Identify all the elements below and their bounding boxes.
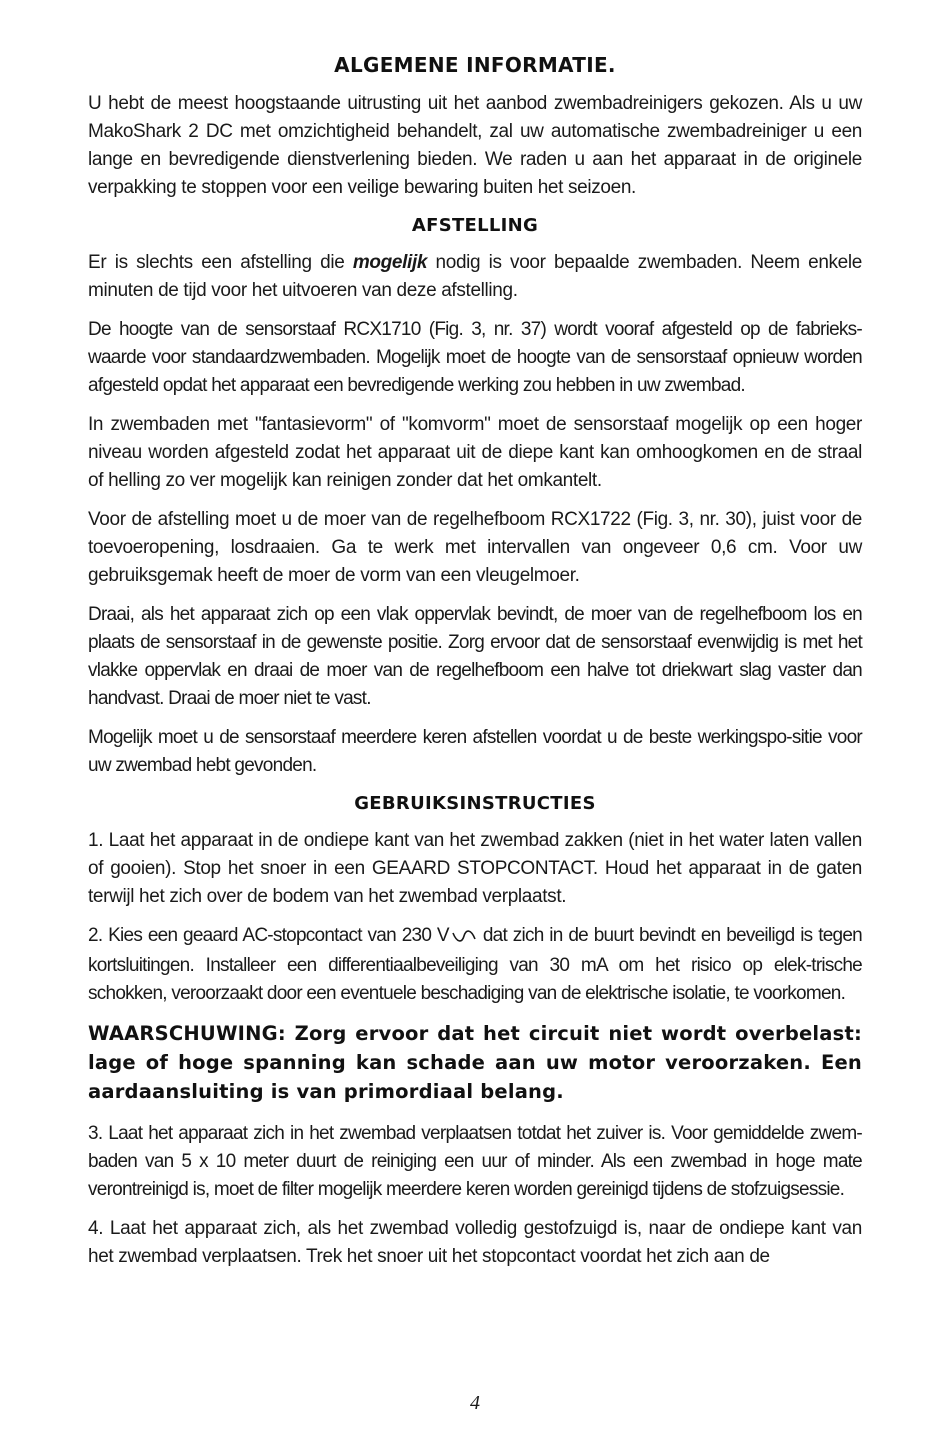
paragraph-usage-step-1: 1. Laat het apparaat in de ondiepe kant van het zwembad zakken (niet in het water laten vallen of gooien). Stop het snoer in een GEAARD STOPCONTACT. Houd het apparaat in de gaten terwijl het zich over de bodem van het zwembad verplaatst. [88,830,862,907]
heading-general-information: ALGEMENE INFORMATIE. [334,53,616,77]
adjustment-intro-text-end: nodig is voor bepaalde zwembaden. Neem enkele minuten de tijd voor het uitvoeren van deze afstelling. [88,252,862,301]
paragraph-usage-step-2 [88,922,862,1008]
paragraph-adjustment-intro [88,249,862,305]
paragraph-usage-step-4: 4. Laat het apparaat zich, als het zwembad volledig gestofzuigd is, naar de ondiepe kant van het zwembad verplaatsen. Trek het snoer uit het stopcontact voordat het zich aan de [88,1218,862,1267]
heading-adjustment: AFSTELLING [411,215,539,236]
paragraph-flat-surface: Draai, als het apparaat zich op een vlak oppervlak bevindt, de moer van de regelhefboom los en plaats de sensorstaaf in de gewenste positie. Zorg ervoor dat de sensorstaaf evenwijdig is met het vlakke oppervlak en draai de moer van de regelhefboom een halve tot driekwart slag vaster dan handvast. Draai de moer niet te vast. [88,604,862,709]
adjustment-intro-text-start: Er is slechts een afstelling die [88,252,353,273]
alternating-current-icon [451,924,477,952]
paragraph-sensor-height: De hoogte van de sensorstaaf RCX1710 (Fig. 3, nr. 37) wordt vooraf afgesteld op de fabrieks-waarde voor standaardzwembaden. Mogelijk moet de hoogte van de sensorstaaf opnieuw worden afgesteld opdat het apparaat een bevredigende werking zou hebben in uw zwembad. [88,319,862,396]
page-number: 4 [470,1392,480,1414]
adjustment-intro-emphasis: mogelijk [352,252,428,273]
warning-notice: WAARSCHUWING: Zorg ervoor dat het circuit niet wordt overbelast: lage of hoge spanning kan schade aan uw motor veroorzaken. Een aardaansluiting is van primordiaal belang. [88,1022,862,1103]
paragraph-repeat-adjustment: Mogelijk moet u de sensorstaaf meerdere keren afstellen voordat u de beste werkingspo-sitie voor uw zwembad hebt gevonden. [88,727,862,776]
paragraph-fantasy-pools: In zwembaden met "fantasievorm" of "komvorm" moet de sensorstaaf mogelijk op een hoger niveau worden afgesteld zodat het apparaat uit de diepe kant kan omhoogkomen en de straal of helling zo ver mogelijk kan reinigen zonder dat het omkantelt. [88,414,862,491]
paragraph-lever-nut: Voor de afstelling moet u de moer van de regelhefboom RCX1722 (Fig. 3, nr. 30), juist voor de toevoeropening, losdraaien. Ga te werk met intervallen van ongeveer 0,6 cm. Voor uw gebruiksgemak heeft de moer de vorm van een vleugelmoer. [88,509,862,586]
heading-usage-instructions: GEBRUIKSINSTRUCTIES [354,793,596,814]
paragraph-usage-step-3: 3. Laat het apparaat zich in het zwembad verplaatsen totdat het zuiver is. Voor gemiddelde zwem-baden van 5 x 10 meter duurt de reiniging een uur of minder. Als een zwembad in hoge mate verontreinigd is, moet de filter mogelijk meerdere keren worden gereinigd tijdens de stofzuigsessie. [88,1123,862,1200]
paragraph-general-information: U hebt de meest hoogstaande uitrusting uit het aanbod zwembadreinigers gekozen. Als u uw MakoShark 2 DC met omzichtigheid behandelt, zal uw automatische zwembadreiniger u een lange en bevredigende dienstverlening bieden. We raden u aan het apparaat in de originele verpakking te stoppen voor een veilige bewaring buiten het seizoen. [88,93,862,198]
usage-step-2-text-end: dat zich in de buurt bevindt en beveiligd is tegen kortsluitingen. Installeer een differentiaalbeveiliging van 30 mA om het risico op elek-trische schokken, veroorzaakt door een eventuele beschadiging van de elektrische isolatie, te voorkomen. [88,925,862,1004]
usage-step-2-text-start: 2. Kies een geaard AC-stopcontact van 230 V [88,925,449,946]
